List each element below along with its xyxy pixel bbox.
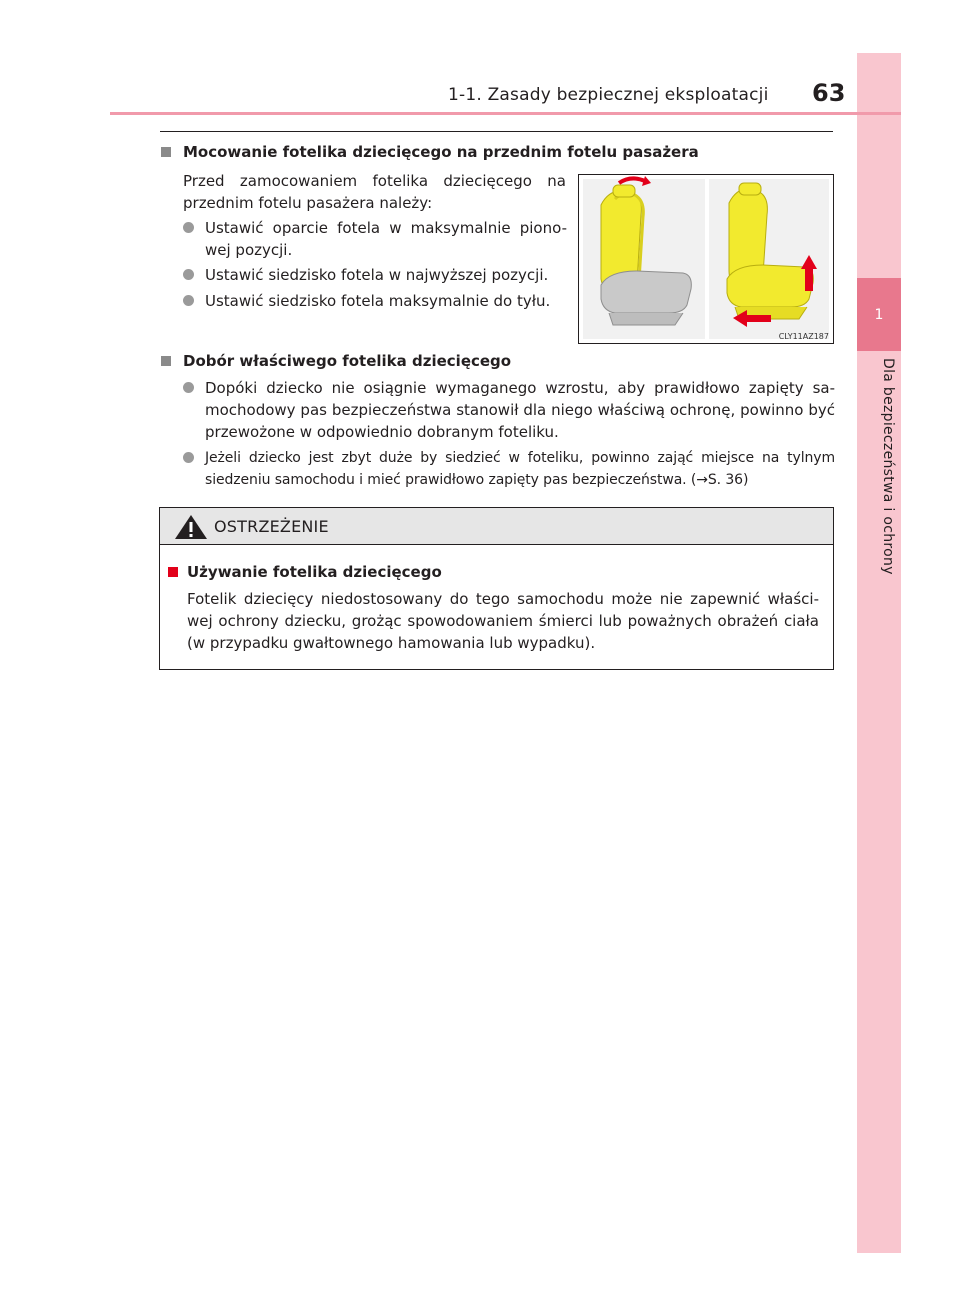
list-item [183, 377, 835, 443]
section-heading-text: Dobór właściwego fotelika dziecięcego [183, 352, 512, 370]
list-item-text: Jeżeli dziecko jest zbyt duże by siedzieć w foteliku, powinno zająć miejsce na tylnym siedzeniu samochodu i mieć prawidłowo zapięty pas bezpieczeństwa. (→S. 36) [205, 450, 835, 488]
list-item [183, 264, 567, 286]
list-item-text: Ustawić siedzisko fotela maksymalnie do tyłu. [205, 292, 551, 310]
list-item-text: Ustawić siedzisko fotela w najwyższej pozycji. [205, 266, 549, 284]
section-heading [161, 143, 699, 161]
chapter-tab-strip [857, 53, 901, 1253]
warning-title: OSTRZEŻENIE [214, 517, 329, 536]
list-item-text: Ustawić oparcie fotela w maksymalnie piono- wej pozycji. [205, 219, 567, 259]
warning-body: Fotelik dziecięcy niedostosowany do tego samochodu może nie zapewnić właści- wej ochrony dziecku, grożąc spowodowaniem śmierci lub poważnych obrażeń ciała (w przypadku gwałtownego hamowania lub wypadku). [187, 590, 819, 652]
red-square-icon [168, 567, 178, 577]
header-divider [110, 112, 901, 115]
warning-subheading [168, 563, 442, 581]
seat-adjustment-illustration [579, 175, 833, 343]
bullet-dot-icon [183, 382, 194, 393]
chapter-title: Dla bezpieczeństwa i ochrony [880, 358, 896, 575]
content-divider [160, 131, 833, 132]
list-item [183, 217, 567, 261]
section-title: 1-1. Zasady bezpiecznej eksploatacji [448, 85, 769, 105]
seat-adjustment-figure [578, 174, 834, 344]
bullet-dot-icon [183, 295, 194, 306]
gray-square-icon [161, 356, 171, 366]
warning-header [160, 508, 833, 545]
section-heading [161, 352, 511, 370]
chapter-number-tab[interactable]: 1 [857, 278, 901, 351]
list-item-text: Dopóki dziecko nie osiągnie wymaganego wzrostu, aby prawidłowo zapięty sa- mochodowy pas bezpieczeństwa stanowił dla niego właściwą ochronę, powinno być przewożone w odpowiednio dobranym foteliku. [205, 379, 835, 441]
bullet-dot-icon [183, 452, 194, 463]
section-heading-text: Mocowanie fotelika dziecięcego na przednim fotelu pasażera [183, 143, 699, 161]
figure-code: CLY11AZ187 [778, 332, 829, 341]
bullet-dot-icon [183, 269, 194, 280]
warning-box [159, 507, 834, 670]
list-item [183, 447, 835, 491]
warning-subheading-text: Używanie fotelika dziecięcego [187, 563, 442, 581]
warning-triangle-icon [174, 514, 208, 544]
intro-paragraph: Przed zamocowaniem fotelika dziecięcego na przednim fotelu pasażera należy: [183, 172, 566, 212]
bullet-dot-icon [183, 222, 194, 233]
list-item [183, 290, 567, 312]
gray-square-icon [161, 147, 171, 157]
page-number: 63 [812, 79, 846, 107]
